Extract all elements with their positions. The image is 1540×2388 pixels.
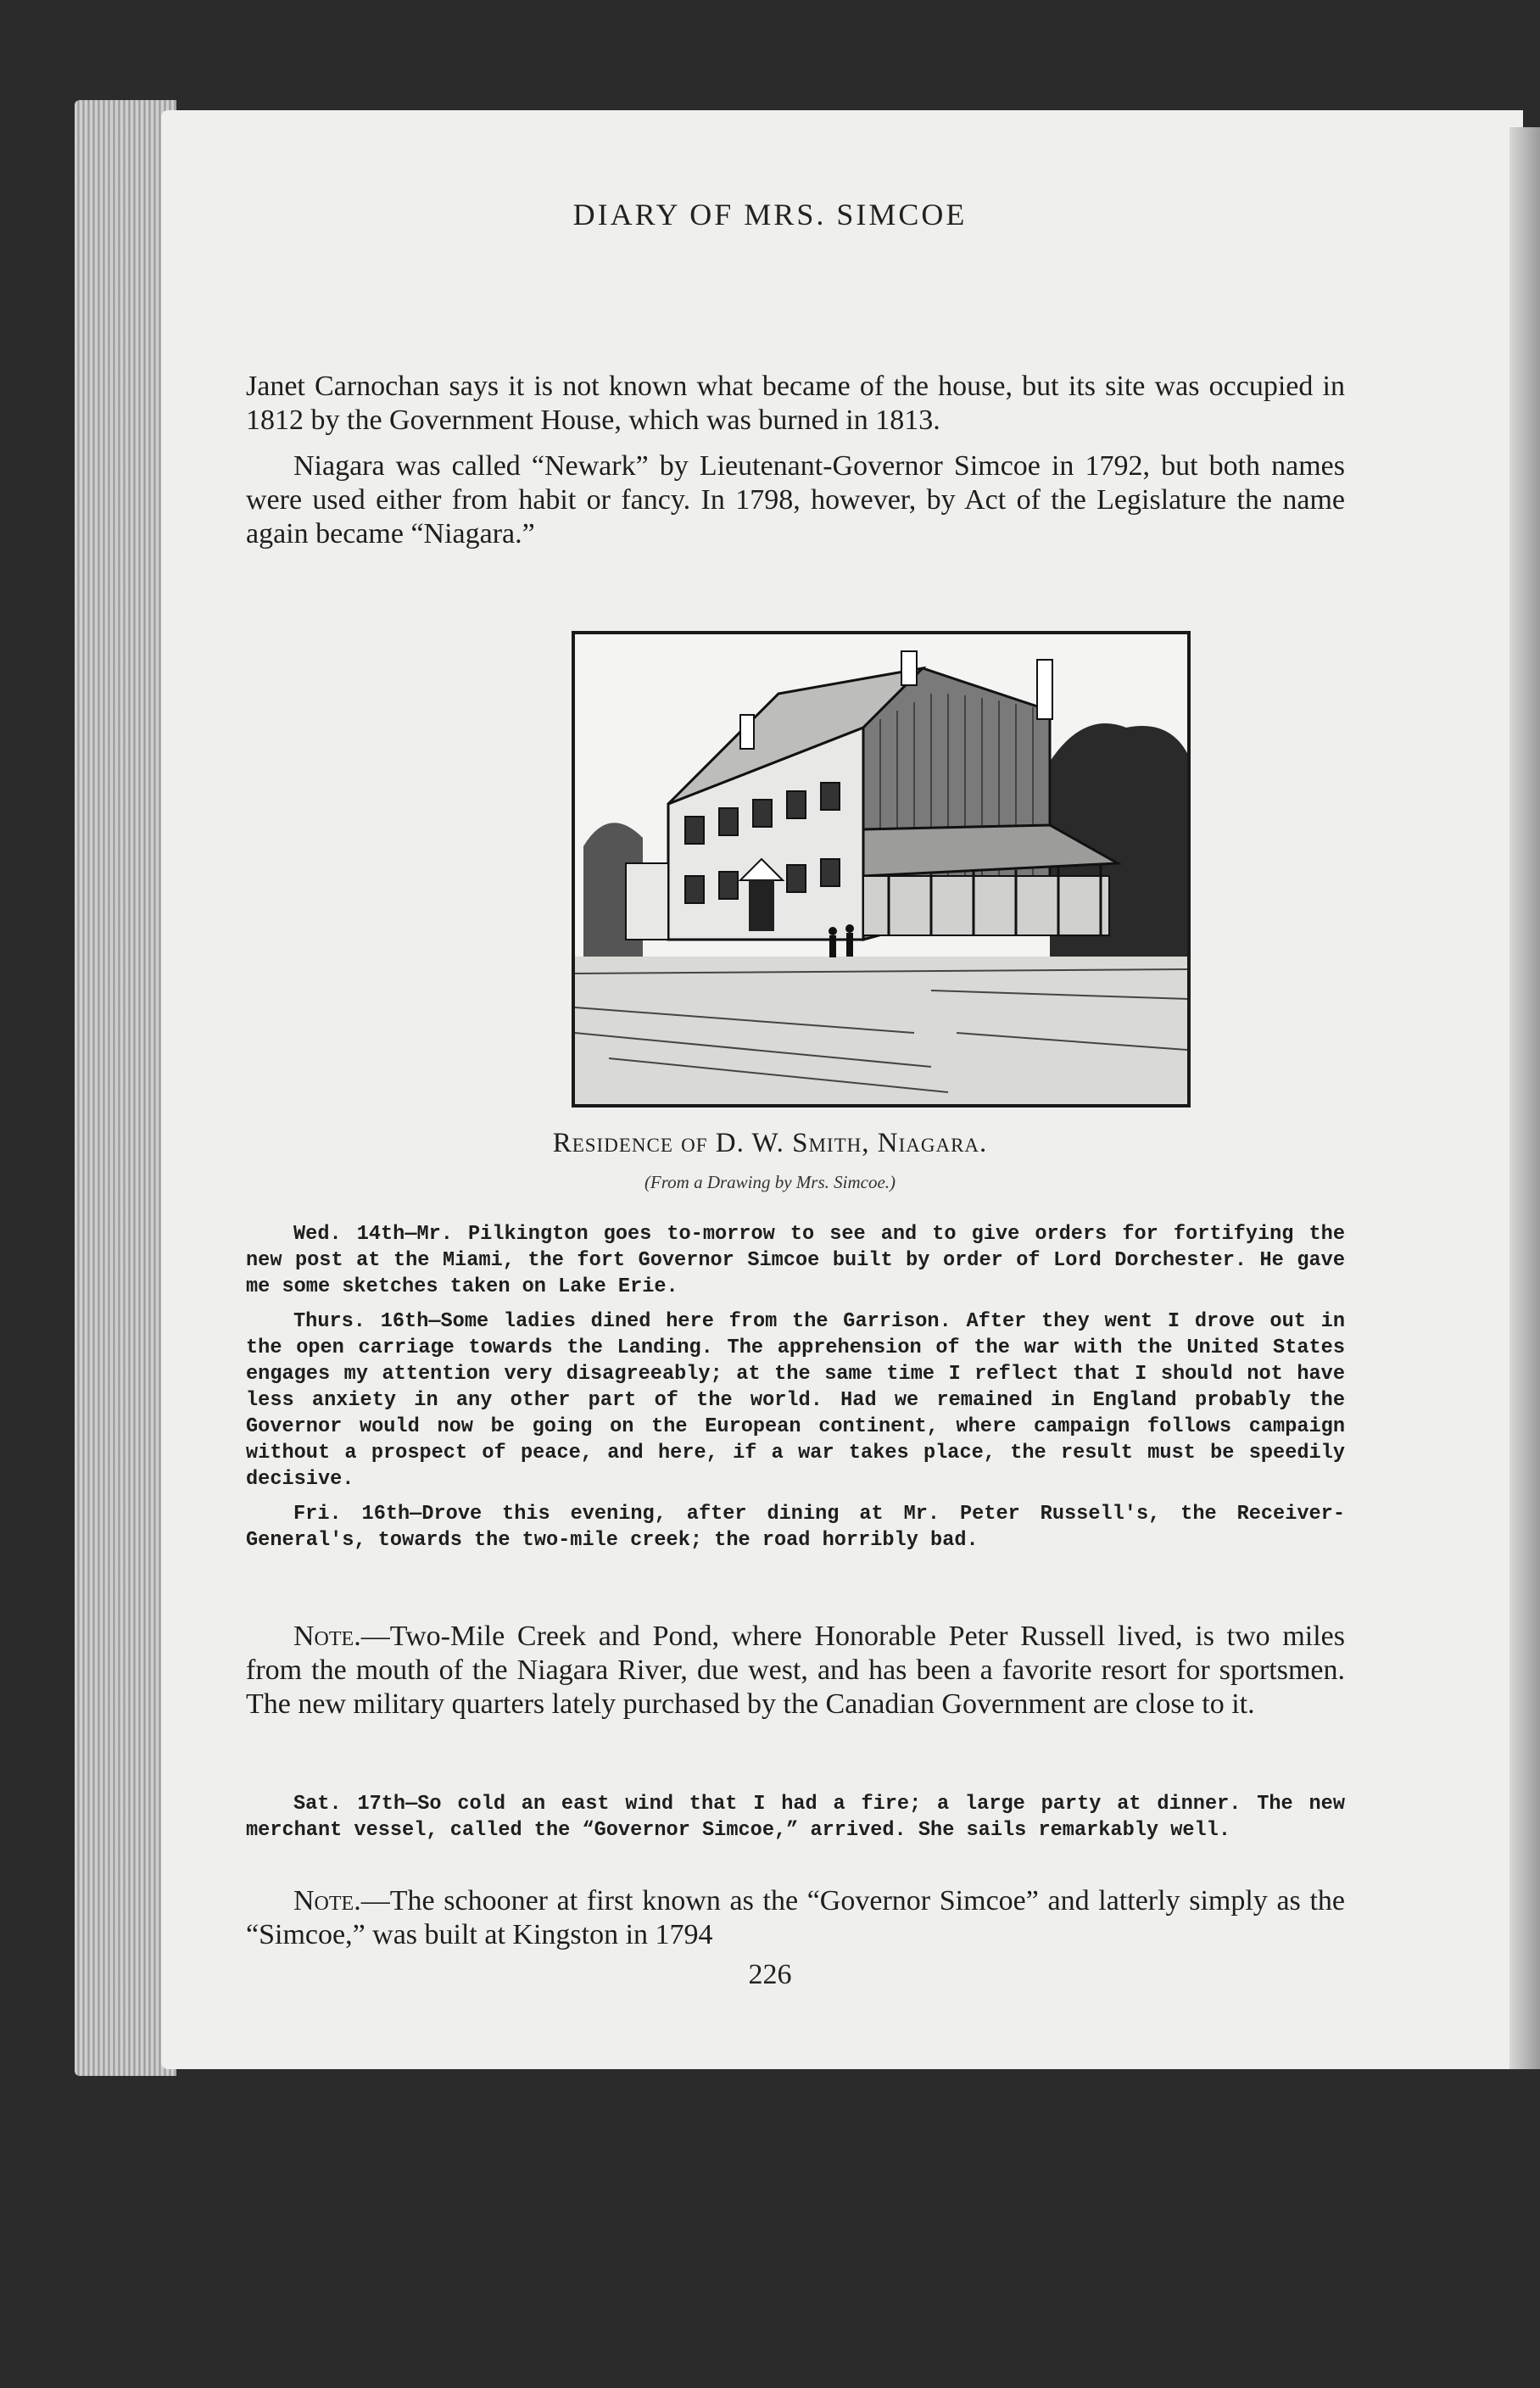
house-drawing xyxy=(575,634,1187,1104)
running-head: DIARY OF MRS. SIMCOE xyxy=(572,198,968,232)
entry-sat-17: Sat. 17th—So cold an east wind that I had a fire; a large party at dinner. The new merchant vessel, called the “Governor Simcoe,” arrived. She sails remarkably well. xyxy=(246,1793,1345,1842)
intro-text xyxy=(246,370,1345,551)
page-number: 226 xyxy=(748,1959,792,1990)
note-two-mile-creek xyxy=(246,1620,1345,1721)
intro-paragraph-1: Janet Carnochan says it is not known what became of the house, but its site was occupied in 1812 by the Government House, which was burned in 1813. xyxy=(246,371,1345,436)
entry-thurs-16: Thurs. 16th—Some ladies dined here from the Garrison. After they went I drove out in the open carriage towards the Landing. The apprehension of the war with the United States engages my attention very disagreeably; at the same time I reflect that I should not have less anxiety in any other part of the world. Had we remained in England probably the Governor would now be going on the European continent, where campaign follows campaign without a prospect of peace, and here, if a war takes place, the result must be speedily decisive. xyxy=(246,1310,1345,1491)
facing-page-edge xyxy=(1509,127,1540,2069)
note-label: Note. xyxy=(293,1885,361,1917)
note-text: —The schooner at first known as the “Governor Simcoe” and latterly simply as the “Simcoe,” was built at Kingston in 1794 xyxy=(246,1885,1345,1950)
intro-paragraph-2: Niagara was called “Newark” by Lieutenant-Governor Simcoe in 1792, but both names were used either from habit or fancy. In 1798, however, by Act of the Legislature the name again became “Niagara.” xyxy=(246,450,1345,550)
note-text: —Two-Mile Creek and Pond, where Honorable Peter Russell lived, is two miles from the mouth of the Niagara River, due west, and has been a favorite resort for sportsmen. The new military quarters lately purchased by the Canadian Government are close to it. xyxy=(246,1621,1345,1720)
entry-sat-17-block xyxy=(246,1791,1345,1844)
figure-caption-text: Residence of D. W. Smith, Niagara. xyxy=(552,1128,988,1158)
figure-caption xyxy=(0,1128,1540,1159)
diary-entries xyxy=(246,1221,1345,1554)
entry-wed-14: Wed. 14th—Mr. Pilkington goes to-morrow to see and to give orders for fortifying the new post at the Miami, the fort Governor Simcoe built by order of Lord Dorchester. He gave me some sketches taken on Lake Erie. xyxy=(246,1223,1345,1298)
figure-subcaption: (From a Drawing by Mrs. Simcoe.) xyxy=(644,1172,896,1192)
entry-fri-16: Fri. 16th—Drove this evening, after dining at Mr. Peter Russell's, the Receiver-General's, towards the two-mile creek; the road horribly bad. xyxy=(246,1503,1345,1552)
note-schooner xyxy=(246,1884,1345,1952)
house-illustration xyxy=(572,631,1191,1108)
note-label: Note. xyxy=(293,1621,361,1652)
